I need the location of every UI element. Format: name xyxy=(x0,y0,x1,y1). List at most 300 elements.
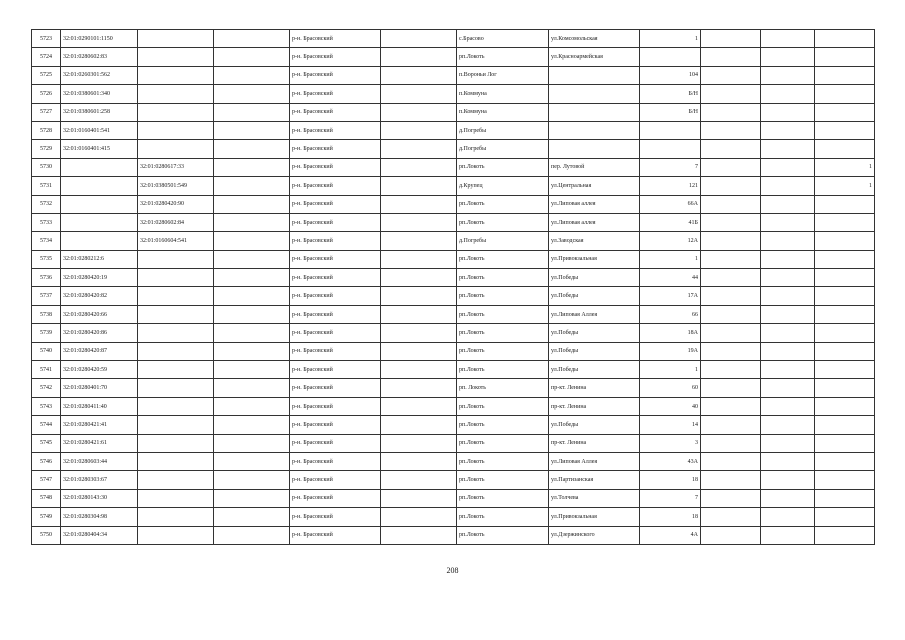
empty-cell xyxy=(381,379,457,397)
street-cell xyxy=(549,121,640,139)
empty-cell xyxy=(701,508,761,526)
cadastral-number-cell xyxy=(61,213,138,231)
locality-cell: рп.Локоть xyxy=(457,434,549,452)
empty-cell xyxy=(214,30,290,48)
empty-cell xyxy=(701,121,761,139)
district-cell: р-н. Брасовский xyxy=(290,48,381,66)
empty-cell xyxy=(761,471,815,489)
district-cell: р-н. Брасовский xyxy=(290,140,381,158)
empty-cell xyxy=(381,30,457,48)
street-cell xyxy=(549,140,640,158)
row-number-cell: 5731 xyxy=(32,177,61,195)
row-number-cell: 5724 xyxy=(32,48,61,66)
street-cell: ул.Заводская xyxy=(549,232,640,250)
empty-cell xyxy=(701,250,761,268)
row-number-cell: 5743 xyxy=(32,397,61,415)
empty-cell xyxy=(701,324,761,342)
empty-cell xyxy=(701,305,761,323)
cadastral-number-cell: 32:01:0160401:541 xyxy=(61,121,138,139)
count-cell: 1 xyxy=(815,158,875,176)
district-cell: р-н. Брасовский xyxy=(290,232,381,250)
locality-cell: д.Погребы xyxy=(457,232,549,250)
count-cell xyxy=(815,213,875,231)
street-cell: ул.Липовая аллея xyxy=(549,213,640,231)
locality-cell: рп.Локоть xyxy=(457,397,549,415)
locality-cell: д.Погребы xyxy=(457,121,549,139)
district-cell: р-н. Брасовский xyxy=(290,85,381,103)
empty-cell xyxy=(701,30,761,48)
house-number-cell: 1 xyxy=(640,30,701,48)
count-cell xyxy=(815,324,875,342)
empty-cell xyxy=(761,508,815,526)
empty-cell xyxy=(214,324,290,342)
cadastral-number-cell: 32:01:0280401:70 xyxy=(61,379,138,397)
house-number-cell: 18 xyxy=(640,471,701,489)
empty-cell xyxy=(381,508,457,526)
empty-cell xyxy=(214,103,290,121)
empty-cell xyxy=(761,158,815,176)
house-number-cell: 104 xyxy=(640,66,701,84)
district-cell: р-н. Брасовский xyxy=(290,379,381,397)
locality-cell: рп.Локоть xyxy=(457,489,549,507)
table-row xyxy=(32,452,875,470)
house-number-cell xyxy=(640,140,701,158)
empty-cell xyxy=(701,66,761,84)
table-row xyxy=(32,48,875,66)
district-cell: р-н. Брасовский xyxy=(290,324,381,342)
empty-cell xyxy=(381,305,457,323)
secondary-cadastral-number-cell: 32:01:0280617:33 xyxy=(138,158,214,176)
cadastral-number-cell: 32:01:0160401:415 xyxy=(61,140,138,158)
empty-cell xyxy=(761,213,815,231)
house-number-cell: Б/Н xyxy=(640,85,701,103)
row-number-cell: 5726 xyxy=(32,85,61,103)
count-cell xyxy=(815,416,875,434)
count-cell xyxy=(815,269,875,287)
empty-cell xyxy=(214,416,290,434)
district-cell: р-н. Брасовский xyxy=(290,30,381,48)
street-cell: ул.Липовая Аллея xyxy=(549,305,640,323)
house-number-cell: 12А xyxy=(640,232,701,250)
empty-cell xyxy=(381,140,457,158)
district-cell: р-н. Брасовский xyxy=(290,121,381,139)
table-row xyxy=(32,416,875,434)
empty-cell xyxy=(214,287,290,305)
empty-cell xyxy=(214,361,290,379)
row-number-cell: 5730 xyxy=(32,158,61,176)
table-row xyxy=(32,232,875,250)
cadastral-number-cell: 32:01:0280420:87 xyxy=(61,342,138,360)
empty-cell xyxy=(214,526,290,544)
locality-cell: п.Коммуна xyxy=(457,103,549,121)
empty-cell xyxy=(701,287,761,305)
house-number-cell: 40 xyxy=(640,397,701,415)
table-row xyxy=(32,140,875,158)
empty-cell xyxy=(761,140,815,158)
house-number-cell: 18 xyxy=(640,508,701,526)
empty-cell xyxy=(381,213,457,231)
street-cell: ул.Победы xyxy=(549,287,640,305)
secondary-cadastral-number-cell xyxy=(138,434,214,452)
empty-cell xyxy=(761,269,815,287)
empty-cell xyxy=(214,66,290,84)
cadastral-number-cell: 32:01:0280420:86 xyxy=(61,324,138,342)
empty-cell xyxy=(761,195,815,213)
house-number-cell: 17А xyxy=(640,287,701,305)
cadastral-number-cell: 32:01:0280420:82 xyxy=(61,287,138,305)
empty-cell xyxy=(381,416,457,434)
empty-cell xyxy=(701,342,761,360)
street-cell: ул.Липовая аллея xyxy=(549,195,640,213)
secondary-cadastral-number-cell xyxy=(138,508,214,526)
empty-cell xyxy=(381,471,457,489)
cadastral-number-cell: 32:01:0280143:30 xyxy=(61,489,138,507)
table-row xyxy=(32,269,875,287)
empty-cell xyxy=(381,489,457,507)
table-row xyxy=(32,103,875,121)
empty-cell xyxy=(701,526,761,544)
table-row xyxy=(32,195,875,213)
empty-cell xyxy=(381,452,457,470)
secondary-cadastral-number-cell xyxy=(138,452,214,470)
empty-cell xyxy=(214,305,290,323)
secondary-cadastral-number-cell xyxy=(138,121,214,139)
street-cell: пр-кт. Ленина xyxy=(549,434,640,452)
count-cell xyxy=(815,48,875,66)
secondary-cadastral-number-cell xyxy=(138,489,214,507)
empty-cell xyxy=(701,434,761,452)
empty-cell xyxy=(701,232,761,250)
empty-cell xyxy=(761,121,815,139)
count-cell xyxy=(815,434,875,452)
district-cell: р-н. Брасовский xyxy=(290,416,381,434)
empty-cell xyxy=(761,232,815,250)
table-row xyxy=(32,66,875,84)
cadastral-number-cell: 32:01:0280304:98 xyxy=(61,508,138,526)
empty-cell xyxy=(381,232,457,250)
count-cell xyxy=(815,379,875,397)
locality-cell: рп.Локоть xyxy=(457,471,549,489)
table-row xyxy=(32,287,875,305)
empty-cell xyxy=(381,526,457,544)
empty-cell xyxy=(214,158,290,176)
empty-cell xyxy=(761,324,815,342)
row-number-cell: 5733 xyxy=(32,213,61,231)
locality-cell: рп.Локоть xyxy=(457,526,549,544)
row-number-cell: 5723 xyxy=(32,30,61,48)
table-row xyxy=(32,361,875,379)
empty-cell xyxy=(701,379,761,397)
street-cell: ул.Красноармейская xyxy=(549,48,640,66)
secondary-cadastral-number-cell xyxy=(138,305,214,323)
house-number-cell: 7 xyxy=(640,489,701,507)
row-number-cell: 5739 xyxy=(32,324,61,342)
house-number-cell: 4А xyxy=(640,526,701,544)
table-row xyxy=(32,434,875,452)
secondary-cadastral-number-cell xyxy=(138,379,214,397)
row-number-cell: 5737 xyxy=(32,287,61,305)
house-number-cell: 1 xyxy=(640,250,701,268)
secondary-cadastral-number-cell xyxy=(138,287,214,305)
district-cell: р-н. Брасовский xyxy=(290,489,381,507)
street-cell: пр-кт. Ленина xyxy=(549,397,640,415)
secondary-cadastral-number-cell xyxy=(138,250,214,268)
district-cell: р-н. Брасовский xyxy=(290,397,381,415)
count-cell xyxy=(815,121,875,139)
count-cell xyxy=(815,85,875,103)
count-cell xyxy=(815,66,875,84)
cadastral-number-cell xyxy=(61,232,138,250)
empty-cell xyxy=(381,361,457,379)
locality-cell: рп.Локоть xyxy=(457,250,549,268)
table-row xyxy=(32,121,875,139)
district-cell: р-н. Брасовский xyxy=(290,361,381,379)
secondary-cadastral-number-cell: 32:01:0280602:84 xyxy=(138,213,214,231)
empty-cell xyxy=(381,177,457,195)
empty-cell xyxy=(214,508,290,526)
house-number-cell: 18А xyxy=(640,324,701,342)
secondary-cadastral-number-cell xyxy=(138,85,214,103)
table-row xyxy=(32,342,875,360)
cadastral-number-cell xyxy=(61,158,138,176)
empty-cell xyxy=(214,452,290,470)
empty-cell xyxy=(761,66,815,84)
empty-cell xyxy=(761,361,815,379)
locality-cell: д.Погребы xyxy=(457,140,549,158)
secondary-cadastral-number-cell xyxy=(138,361,214,379)
empty-cell xyxy=(701,103,761,121)
empty-cell xyxy=(214,213,290,231)
house-number-cell: 121 xyxy=(640,177,701,195)
cadastral-number-cell: 32:01:0280420:19 xyxy=(61,269,138,287)
street-cell: пр-кт. Ленина xyxy=(549,379,640,397)
empty-cell xyxy=(701,361,761,379)
house-number-cell: 19А xyxy=(640,342,701,360)
row-number-cell: 5727 xyxy=(32,103,61,121)
street-cell xyxy=(549,85,640,103)
row-number-cell: 5748 xyxy=(32,489,61,507)
house-number-cell: 41Б xyxy=(640,213,701,231)
empty-cell xyxy=(381,158,457,176)
house-number-cell xyxy=(640,121,701,139)
locality-cell: рп.Локоть xyxy=(457,452,549,470)
count-cell xyxy=(815,397,875,415)
house-number-cell: 14 xyxy=(640,416,701,434)
locality-cell: рп.Локоть xyxy=(457,195,549,213)
empty-cell xyxy=(381,250,457,268)
secondary-cadastral-number-cell xyxy=(138,103,214,121)
street-cell: ул.Победы xyxy=(549,416,640,434)
table-row xyxy=(32,158,875,176)
empty-cell xyxy=(381,121,457,139)
street-cell xyxy=(549,103,640,121)
count-cell xyxy=(815,287,875,305)
count-cell xyxy=(815,526,875,544)
empty-cell xyxy=(381,195,457,213)
street-cell: пер. Лутовой xyxy=(549,158,640,176)
empty-cell xyxy=(761,397,815,415)
district-cell: р-н. Брасовский xyxy=(290,250,381,268)
locality-cell: рп.Локоть xyxy=(457,324,549,342)
street-cell: ул.Привокзальная xyxy=(549,508,640,526)
empty-cell xyxy=(214,269,290,287)
cadastral-number-cell: 32:01:0380601:340 xyxy=(61,85,138,103)
empty-cell xyxy=(214,342,290,360)
row-number-cell: 5729 xyxy=(32,140,61,158)
empty-cell xyxy=(214,48,290,66)
cadastral-number-cell: 32:01:0380601:258 xyxy=(61,103,138,121)
empty-cell xyxy=(701,85,761,103)
secondary-cadastral-number-cell xyxy=(138,397,214,415)
locality-cell: рп.Локоть xyxy=(457,158,549,176)
row-number-cell: 5747 xyxy=(32,471,61,489)
locality-cell: рп.Локоть xyxy=(457,287,549,305)
district-cell: р-н. Брасовский xyxy=(290,342,381,360)
house-number-cell: 44 xyxy=(640,269,701,287)
row-number-cell: 5746 xyxy=(32,452,61,470)
count-cell xyxy=(815,508,875,526)
count-cell xyxy=(815,195,875,213)
count-cell: 1 xyxy=(815,177,875,195)
empty-cell xyxy=(381,434,457,452)
empty-cell xyxy=(761,85,815,103)
house-number-cell: 60 xyxy=(640,379,701,397)
district-cell: р-н. Брасовский xyxy=(290,103,381,121)
empty-cell xyxy=(701,452,761,470)
count-cell xyxy=(815,140,875,158)
empty-cell xyxy=(761,177,815,195)
row-number-cell: 5725 xyxy=(32,66,61,84)
empty-cell xyxy=(381,85,457,103)
secondary-cadastral-number-cell xyxy=(138,526,214,544)
house-number-cell: 66 xyxy=(640,305,701,323)
table-row xyxy=(32,213,875,231)
house-number-cell: 7 xyxy=(640,158,701,176)
row-number-cell: 5728 xyxy=(32,121,61,139)
table-row xyxy=(32,397,875,415)
registry-table xyxy=(31,29,875,545)
street-cell: ул.Победы xyxy=(549,342,640,360)
secondary-cadastral-number-cell xyxy=(138,324,214,342)
empty-cell xyxy=(701,489,761,507)
empty-cell xyxy=(381,269,457,287)
house-number-cell: 1 xyxy=(640,361,701,379)
empty-cell xyxy=(214,232,290,250)
empty-cell xyxy=(214,397,290,415)
row-number-cell: 5740 xyxy=(32,342,61,360)
district-cell: р-н. Брасовский xyxy=(290,66,381,84)
empty-cell xyxy=(761,489,815,507)
empty-cell xyxy=(761,434,815,452)
street-cell: ул.Дзержинского xyxy=(549,526,640,544)
locality-cell: рп.Локоть xyxy=(457,361,549,379)
street-cell: ул.Победы xyxy=(549,324,640,342)
table-row xyxy=(32,177,875,195)
count-cell xyxy=(815,452,875,470)
district-cell: р-н. Брасовский xyxy=(290,526,381,544)
empty-cell xyxy=(761,250,815,268)
empty-cell xyxy=(214,85,290,103)
count-cell xyxy=(815,103,875,121)
row-number-cell: 5744 xyxy=(32,416,61,434)
cadastral-number-cell: 32:01:0280421:61 xyxy=(61,434,138,452)
locality-cell: п.Коммуна xyxy=(457,85,549,103)
table-row xyxy=(32,471,875,489)
house-number-cell: Б/Н xyxy=(640,103,701,121)
cadastral-number-cell: 32:01:0280212:6 xyxy=(61,250,138,268)
secondary-cadastral-number-cell xyxy=(138,269,214,287)
empty-cell xyxy=(381,342,457,360)
cadastral-number-cell: 32:01:0290101:1150 xyxy=(61,30,138,48)
table-row xyxy=(32,30,875,48)
cadastral-number-cell xyxy=(61,177,138,195)
house-number-cell xyxy=(640,48,701,66)
district-cell: р-н. Брасовский xyxy=(290,452,381,470)
district-cell: р-н. Брасовский xyxy=(290,158,381,176)
empty-cell xyxy=(214,379,290,397)
row-number-cell: 5745 xyxy=(32,434,61,452)
empty-cell xyxy=(214,140,290,158)
street-cell: ул.Привокзальная xyxy=(549,250,640,268)
secondary-cadastral-number-cell: 32:01:0160604:541 xyxy=(138,232,214,250)
secondary-cadastral-number-cell xyxy=(138,471,214,489)
empty-cell xyxy=(701,471,761,489)
empty-cell xyxy=(761,526,815,544)
empty-cell xyxy=(381,103,457,121)
cadastral-number-cell: 32:01:0280404:34 xyxy=(61,526,138,544)
empty-cell xyxy=(214,471,290,489)
row-number-cell: 5750 xyxy=(32,526,61,544)
secondary-cadastral-number-cell xyxy=(138,48,214,66)
empty-cell xyxy=(761,379,815,397)
cadastral-number-cell: 32:01:0280420:66 xyxy=(61,305,138,323)
locality-cell: рп. Локоть xyxy=(457,379,549,397)
cadastral-number-cell: 32:01:0280603:44 xyxy=(61,452,138,470)
row-number-cell: 5738 xyxy=(32,305,61,323)
table-row xyxy=(32,489,875,507)
district-cell: р-н. Брасовский xyxy=(290,287,381,305)
table-row xyxy=(32,379,875,397)
street-cell: ул.Толчева xyxy=(549,489,640,507)
cadastral-number-cell xyxy=(61,195,138,213)
cadastral-number-cell: 32:01:0280411:40 xyxy=(61,397,138,415)
street-cell: ул.Победы xyxy=(549,361,640,379)
count-cell xyxy=(815,30,875,48)
empty-cell xyxy=(381,397,457,415)
empty-cell xyxy=(214,489,290,507)
table-row xyxy=(32,526,875,544)
district-cell: р-н. Брасовский xyxy=(290,305,381,323)
page-number: 208 xyxy=(446,566,459,575)
empty-cell xyxy=(761,416,815,434)
empty-cell xyxy=(761,103,815,121)
secondary-cadastral-number-cell xyxy=(138,66,214,84)
table-body xyxy=(32,30,875,545)
house-number-cell: 66А xyxy=(640,195,701,213)
row-number-cell: 5735 xyxy=(32,250,61,268)
empty-cell xyxy=(761,287,815,305)
district-cell: р-н. Брасовский xyxy=(290,177,381,195)
locality-cell: рп.Локоть xyxy=(457,48,549,66)
empty-cell xyxy=(701,48,761,66)
street-cell: ул.Центральная xyxy=(549,177,640,195)
house-number-cell: 43А xyxy=(640,452,701,470)
locality-cell: с.Брасово xyxy=(457,30,549,48)
cadastral-number-cell: 32:01:0280420:59 xyxy=(61,361,138,379)
empty-cell xyxy=(214,250,290,268)
row-number-cell: 5749 xyxy=(32,508,61,526)
count-cell xyxy=(815,361,875,379)
